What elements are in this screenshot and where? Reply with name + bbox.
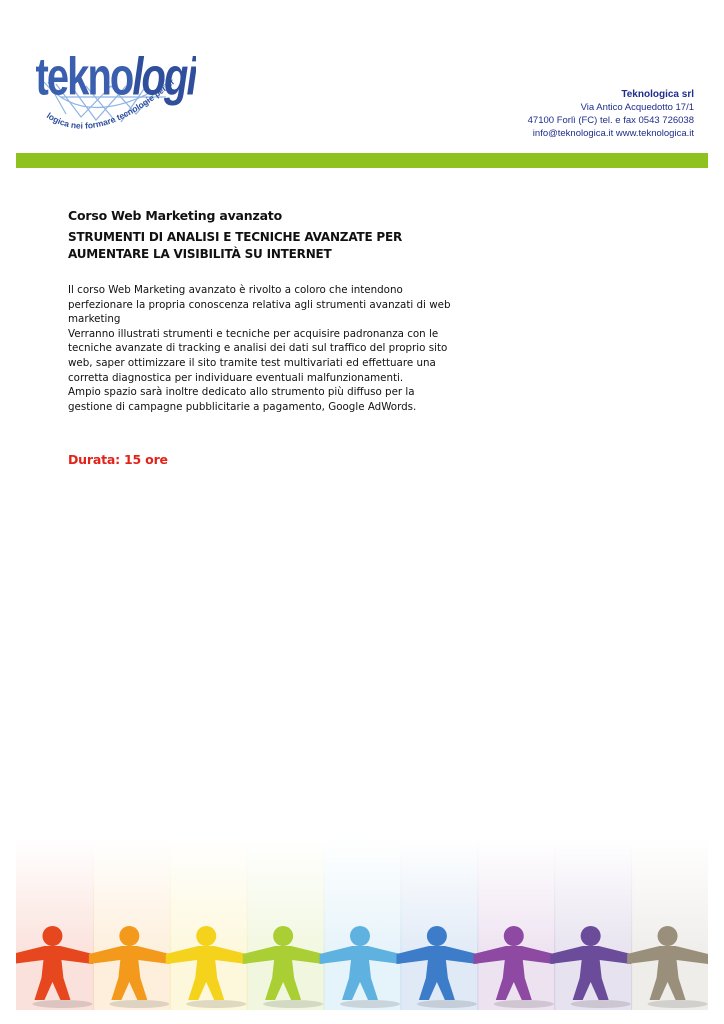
company-address: Via Antico Acquedotto 17/1 xyxy=(580,102,694,113)
course-paragraph: Verranno illustrati strumenti e tecniche per acquisire padronanza con le tecniche avanzate di tracking e analisi dei dati sul traffico del proprio sito web, saper ottimizzare il sito tramite test multivariati ed effettuare una corretta diagnostica per individuare eventuali malfunzionamenti. xyxy=(68,327,448,384)
course-paragraph: Ampio spazio sarà inoltre dedicato allo strumento più diffuso per la gestione di campagne pubblicitarie a pagamento, Google AdWords. xyxy=(68,386,417,413)
course-subtitle: Corso Web Marketing avanzato xyxy=(68,208,282,223)
header-divider-bar xyxy=(16,153,708,168)
paper-people-graphic xyxy=(16,838,708,1010)
logo-graphic xyxy=(26,22,196,152)
company-info xyxy=(528,88,694,140)
logo-wordmark: teknologi xyxy=(35,47,196,106)
course-duration: Durata: 15 ore xyxy=(68,452,168,468)
course-content xyxy=(68,208,458,467)
teknologica-logo xyxy=(26,22,196,152)
company-name: Teknologica srl xyxy=(621,89,694,100)
company-contacts: info@teknologica.it www.teknologica.it xyxy=(532,128,694,139)
logo-tagline: logica nei formare tecnologie per cr xyxy=(44,76,177,131)
course-paragraph: Il corso Web Marketing avanzato è rivolto a coloro che intendono perfezionare la propria conoscenza relativa agli strumenti avanzati di web marketing xyxy=(68,284,451,326)
company-city-phone: 47100 Forlì (FC) tel. e fax 0543 726038 xyxy=(527,115,694,126)
footer-paper-people-banner xyxy=(16,838,708,1010)
course-headline: STRUMENTI DI ANALISI E TECNICHE AVANZATE PER AUMENTARE LA VISIBILITÀ SU INTERNET xyxy=(68,230,403,261)
